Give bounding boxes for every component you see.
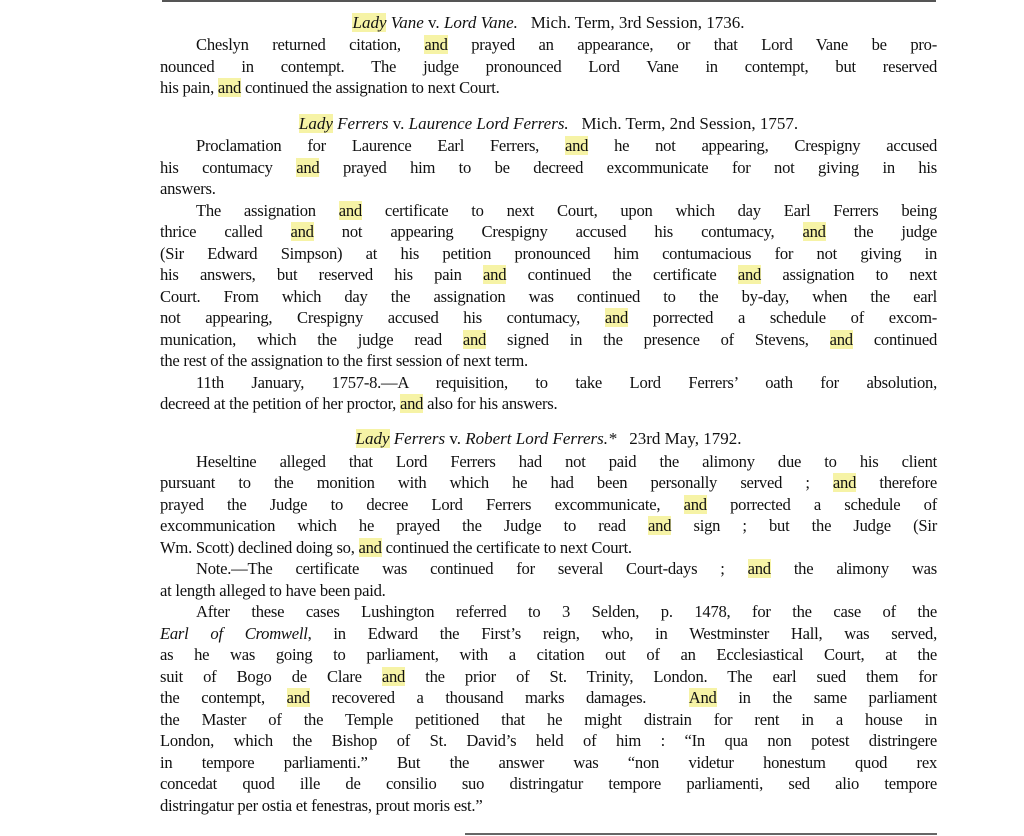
highlighted-term: and [832, 473, 857, 492]
highlighted-term: and [381, 667, 406, 686]
text-line: Note.—The certificate was continued for several Court-days ; and the alimony was [196, 559, 937, 578]
highlighted-term: Lady [298, 114, 333, 133]
text-line: answers. [160, 179, 216, 198]
highlighted-term: and [747, 559, 771, 578]
highlighted-term: and [564, 136, 589, 155]
bottom-rule [465, 833, 937, 835]
highlighted-term: and [604, 308, 629, 327]
text-line: the Master of the Temple petitioned that he might distrain for rent in a house in [160, 710, 937, 729]
text-line: concedat quod ille de consilio suo distringatur tempore parliamenti, sed alio tempore [160, 774, 937, 793]
defendant: Robert Lord Ferrers.* [465, 429, 617, 448]
defendant: Laurence Lord Ferrers. [408, 114, 569, 133]
highlighted-term: Lady [352, 13, 387, 32]
versus: v. [445, 429, 466, 448]
highlighted-term: and [290, 222, 314, 241]
plaintiff: Ferrers [332, 114, 389, 133]
text-line: The assignation and certificate to next Court, upon which day Earl Ferrers being [196, 201, 937, 220]
plaintiff: Ferrers [389, 429, 446, 448]
case-citation: Earl of Cromwell [160, 624, 308, 643]
highlighted-term: and [737, 265, 762, 284]
plaintiff: Vane [386, 13, 424, 32]
highlighted-term: and [338, 201, 362, 220]
text-line: prayed the Judge to decree Lord Ferrers excommunicate, and porrected a schedule of [160, 495, 937, 514]
text-line: in tempore parliamenti.” But the answer was “non videtur honestum quod rex [160, 753, 937, 772]
text-line: Cheslyn returned citation, and prayed an appearance, or that Lord Vane be pro- [196, 35, 937, 54]
text-line: nounced in contempt. The judge pronounced Lord Vane in contempt, but reserved [160, 57, 937, 76]
defendant: Lord Vane. [443, 13, 518, 32]
text-line: distringatur per ostia et fenestras, prout moris est.” [160, 796, 483, 815]
highlighted-term: and [483, 265, 507, 284]
top-rule [162, 0, 936, 2]
case-heading [160, 12, 937, 34]
highlighted-term: and [286, 688, 310, 707]
text-line: suit of Bogo de Clare and the prior of St. Trinity, London. The earl sued them for [160, 667, 937, 686]
text-line: London, which the Bishop of St. David’s held of him : “In qua non potest distringere [160, 731, 937, 750]
text-line: as he was going to parliament, with a citation out of an Ecclesiastical Court, at the [160, 645, 937, 664]
text-line: his contumacy and prayed him to be decreed excommunicate for not giving in his [160, 158, 937, 177]
text-line: pursuant to the monition with which he had been personally served ; and therefore [160, 473, 937, 492]
text-line: his answers, but reserved his pain and continued the certificate and assignation to next [160, 265, 937, 284]
highlighted-term: And [688, 688, 717, 707]
text-line: at length alleged to have been paid. [160, 581, 386, 600]
text-line: Earl of Cromwell, in Edward the First’s reign, who, in Westminster Hall, was served, [160, 624, 937, 643]
text-line: 11th January, 1757-8.—A requisition, to take Lord Ferrers’ oath for absolution, [196, 373, 937, 392]
text-line: not appearing, Crespigny accused his contumacy, and porrected a schedule of excom- [160, 308, 938, 327]
highlighted-term: and [802, 222, 826, 241]
highlighted-term: and [296, 158, 320, 177]
text-line: decreed at the petition of her proctor, and also for his answers. [160, 394, 558, 413]
case-heading [160, 113, 937, 135]
text-line: Court. From which day the assignation was continued to the by-day, when the earl [160, 287, 937, 306]
text-line: Heseltine alleged that Lord Ferrers had not paid the alimony due to his client [196, 452, 937, 471]
case-date: 23rd May, 1792. [616, 429, 742, 448]
text-line: munication, which the judge read and signed in the presence of Stevens, and continued [160, 330, 938, 349]
highlighted-term: and [829, 330, 853, 349]
text-line: his pain, and continued the assignation to next Court. [160, 78, 500, 97]
text-line: the contempt, and recovered a thousand marks damages. And in the same parliament [160, 688, 937, 707]
text-line: After these cases Lushington referred to 3 Selden, p. 1478, for the case of the [196, 602, 937, 621]
highlighted-term: and [648, 516, 672, 535]
highlighted-term: and [217, 78, 242, 97]
text-line: excommunication which he prayed the Judge to read and sign ; but the Judge (Sir [160, 516, 937, 535]
highlighted-term: and [399, 394, 424, 413]
text-line: (Sir Edward Simpson) at his petition pronounced him contumacious for not giving in [160, 244, 937, 263]
highlighted-term: and [462, 330, 487, 349]
case-date: Mich. Term, 3rd Session, 1736. [517, 13, 745, 32]
highlighted-term: and [358, 538, 382, 557]
case-heading [160, 428, 937, 450]
case-date: Mich. Term, 2nd Session, 1757. [568, 114, 799, 133]
highlighted-term: Lady [355, 429, 390, 448]
text-line: Wm. Scott) declined doing so, and continued the certificate to next Court. [160, 538, 632, 557]
text-line: the rest of the assignation to the first session of next term. [160, 351, 528, 370]
highlighted-term: and [683, 495, 707, 514]
text-line: thrice called and not appearing Crespigny accused his contumacy, and the judge [160, 222, 937, 241]
highlighted-term: and [424, 35, 448, 54]
versus: v. [423, 13, 444, 32]
versus: v. [388, 114, 409, 133]
text-line: Proclamation for Laurence Earl Ferrers, and he not appearing, Crespigny accused [196, 136, 937, 155]
